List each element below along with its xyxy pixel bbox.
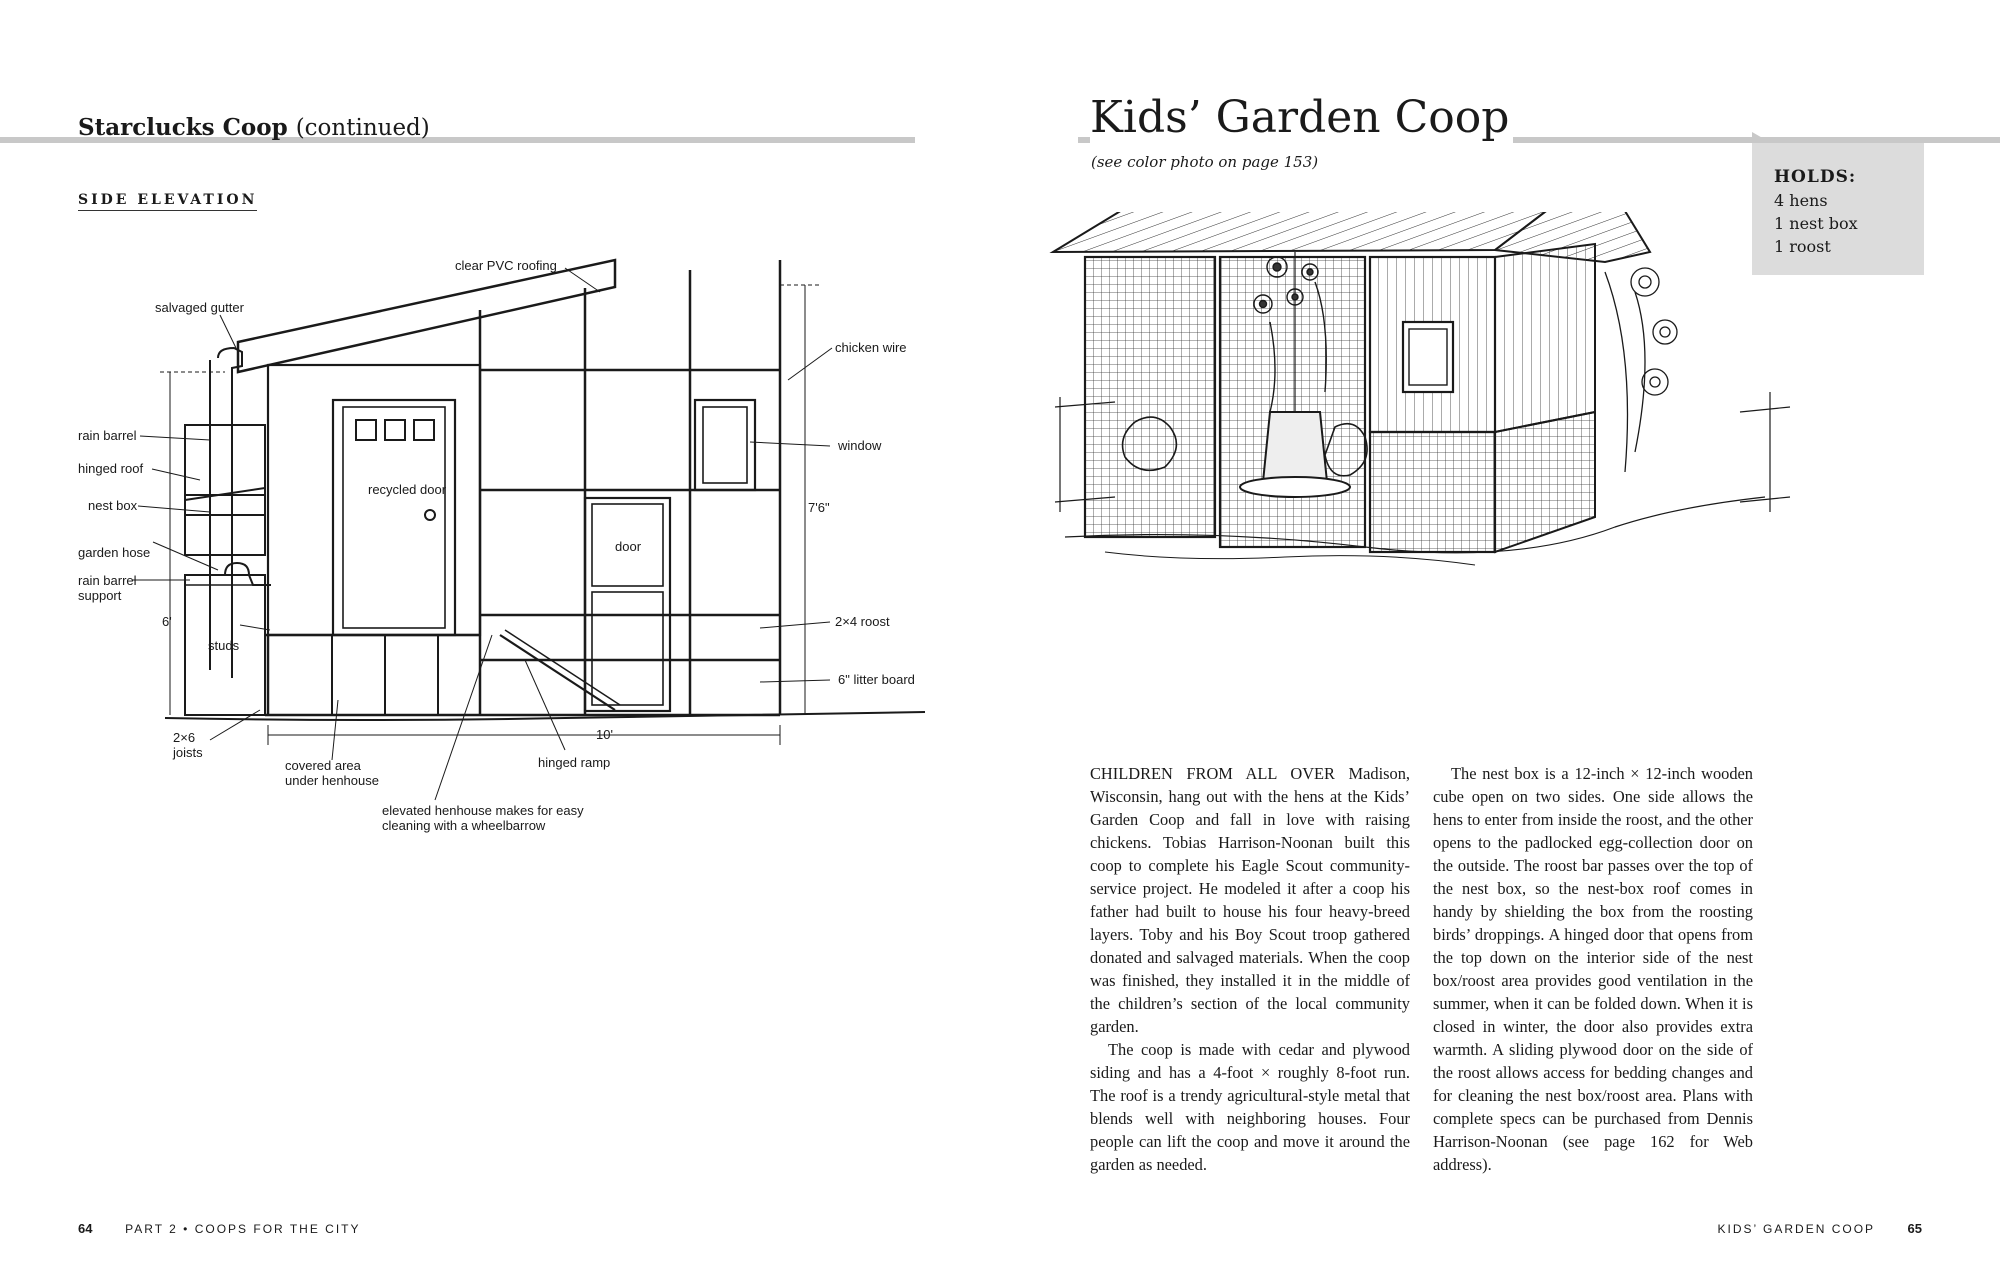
run-front-right: [1370, 432, 1495, 552]
side-wall: [1495, 244, 1595, 432]
label-door: door: [615, 539, 642, 554]
label-garden-hose: garden hose: [78, 545, 151, 560]
label-chicken-wire: chicken wire: [835, 340, 907, 355]
nest-box: [185, 495, 265, 555]
climbing-plants: [1605, 268, 1677, 472]
side-elevation-drawing: [60, 240, 940, 860]
label-dim-7-6: 7'6": [808, 500, 830, 515]
label-dim-10: 10': [596, 727, 613, 742]
henhouse-wall: [268, 365, 480, 635]
window: [695, 400, 755, 490]
label-clear-pvc-roofing: clear PVC roofing: [455, 258, 557, 273]
left-running-head: PART 2 • COOPS FOR THE CITY: [125, 1222, 361, 1236]
rain-barrel: [185, 425, 265, 515]
holds-heading: HOLDS:: [1774, 167, 1857, 187]
egg-collection-door: [1403, 322, 1453, 392]
label-rain-barrel-support-1: rain barrel: [78, 573, 137, 588]
label-rain-barrel-support-2: support: [78, 588, 122, 603]
coop-illustration-svg: [1045, 212, 1795, 732]
label-elevated-2: cleaning with a wheelbarrow: [382, 818, 546, 833]
label-rain-barrel: rain barrel: [78, 428, 137, 443]
label-salvaged-gutter: salvaged gutter: [155, 300, 244, 315]
section-heading-side-elevation: SIDE ELEVATION: [78, 192, 257, 211]
label-joists-1: 2×6: [173, 730, 196, 745]
gutter: [218, 348, 242, 678]
label-covered-area-1: covered area: [285, 758, 361, 773]
label-hinged-roof: hinged roof: [78, 461, 144, 476]
right-page-title: Kids’ Garden Coop: [1090, 92, 1513, 143]
body-column-2: [1433, 762, 1753, 1176]
label-recycled-door: recycled door: [368, 482, 447, 497]
label-hinged-ramp: hinged ramp: [538, 755, 611, 770]
paragraph-3: The nest box is a 12-inch × 12-inch wooden cube open on two sides. One side allows the hens to enter from inside the roost, and the other opens to the padlocked egg-collection door on the outside. The roost bar passes over the top of the nest box, so the nest-box roof comes in handy by shielding the box from the roosting birds’ droppings. A hinged door that opens from the top down on the interior side of the nest box/roost area provides good ventilation in the summer, when it can be folded down. When it is closed in winter, the door also provides extra warmth. A sliding plywood door on the side of the roost allows access for bedding changes and for cleaning the nest box/roost area. Plans with complete specs can be purchased from Dennis Harrison-Noonan (see page 162 for Web address).: [1433, 764, 1753, 1174]
holds-nest-box: 1 nest box: [1774, 214, 1858, 233]
paragraph-1: CHILDREN FROM ALL OVER Madison, Wisconsin, hang out with the hens at the Kids’ Garden Coop and fall in love with raising chickens. Tobias Harrison-Noonan built this coop to complete his Eagle Scout community-service project. He modeled it after a coop his father had built to house his four heavy-breed layers. Toby and his Boy Scout troop gathered donated and salvaged materials. When the coop was finished, they installed it in the middle of the children’s section of the local community garden.: [1090, 764, 1410, 1036]
label-elevated-1: elevated henhouse makes for easy: [382, 803, 584, 818]
recycled-door: [333, 400, 455, 635]
left-page-number: 64: [78, 1221, 93, 1236]
label-studs: studs: [208, 638, 240, 653]
right-footer: [1717, 1221, 1922, 1236]
run-front-middle: [1220, 257, 1365, 547]
label-roost: 2×4 roost: [835, 614, 890, 629]
coop-illustration: [1045, 212, 1795, 732]
body-column-1: [1090, 762, 1410, 1176]
roof: [238, 260, 615, 372]
right-running-head: KIDS’ GARDEN COOP: [1717, 1222, 1875, 1236]
label-litter-board: 6" litter board: [838, 672, 915, 687]
holds-roost: 1 roost: [1774, 237, 1831, 256]
label-covered-area-2: under henhouse: [285, 773, 379, 788]
label-dim-6: 6': [162, 614, 172, 629]
holds-hens: 4 hens: [1774, 191, 1828, 210]
side-elevation-svg: [60, 240, 940, 860]
left-footer: [78, 1221, 361, 1236]
label-nest-box: nest box: [88, 498, 138, 513]
paragraph-2: The coop is made with cedar and plywood siding and has a 4-foot × roughly 8-foot run. The roof is a trendy agricultural-style metal that blends well with neighboring houses. Four people can lift the coop and move it around the garden as needed.: [1090, 1040, 1410, 1174]
run-front-left: [1085, 257, 1215, 537]
left-page-title: [78, 114, 430, 141]
left-title-main: Starclucks Coop: [78, 114, 288, 141]
label-window: window: [838, 438, 882, 453]
run-door: [585, 498, 670, 711]
label-joists-2: joists: [173, 745, 203, 760]
right-page-number: 65: [1907, 1221, 1922, 1236]
left-title-continued: (continued): [295, 115, 430, 141]
feeder: [1263, 412, 1327, 482]
hinged-ramp: [500, 635, 615, 710]
photo-note: (see color photo on page 153): [1091, 153, 1319, 171]
